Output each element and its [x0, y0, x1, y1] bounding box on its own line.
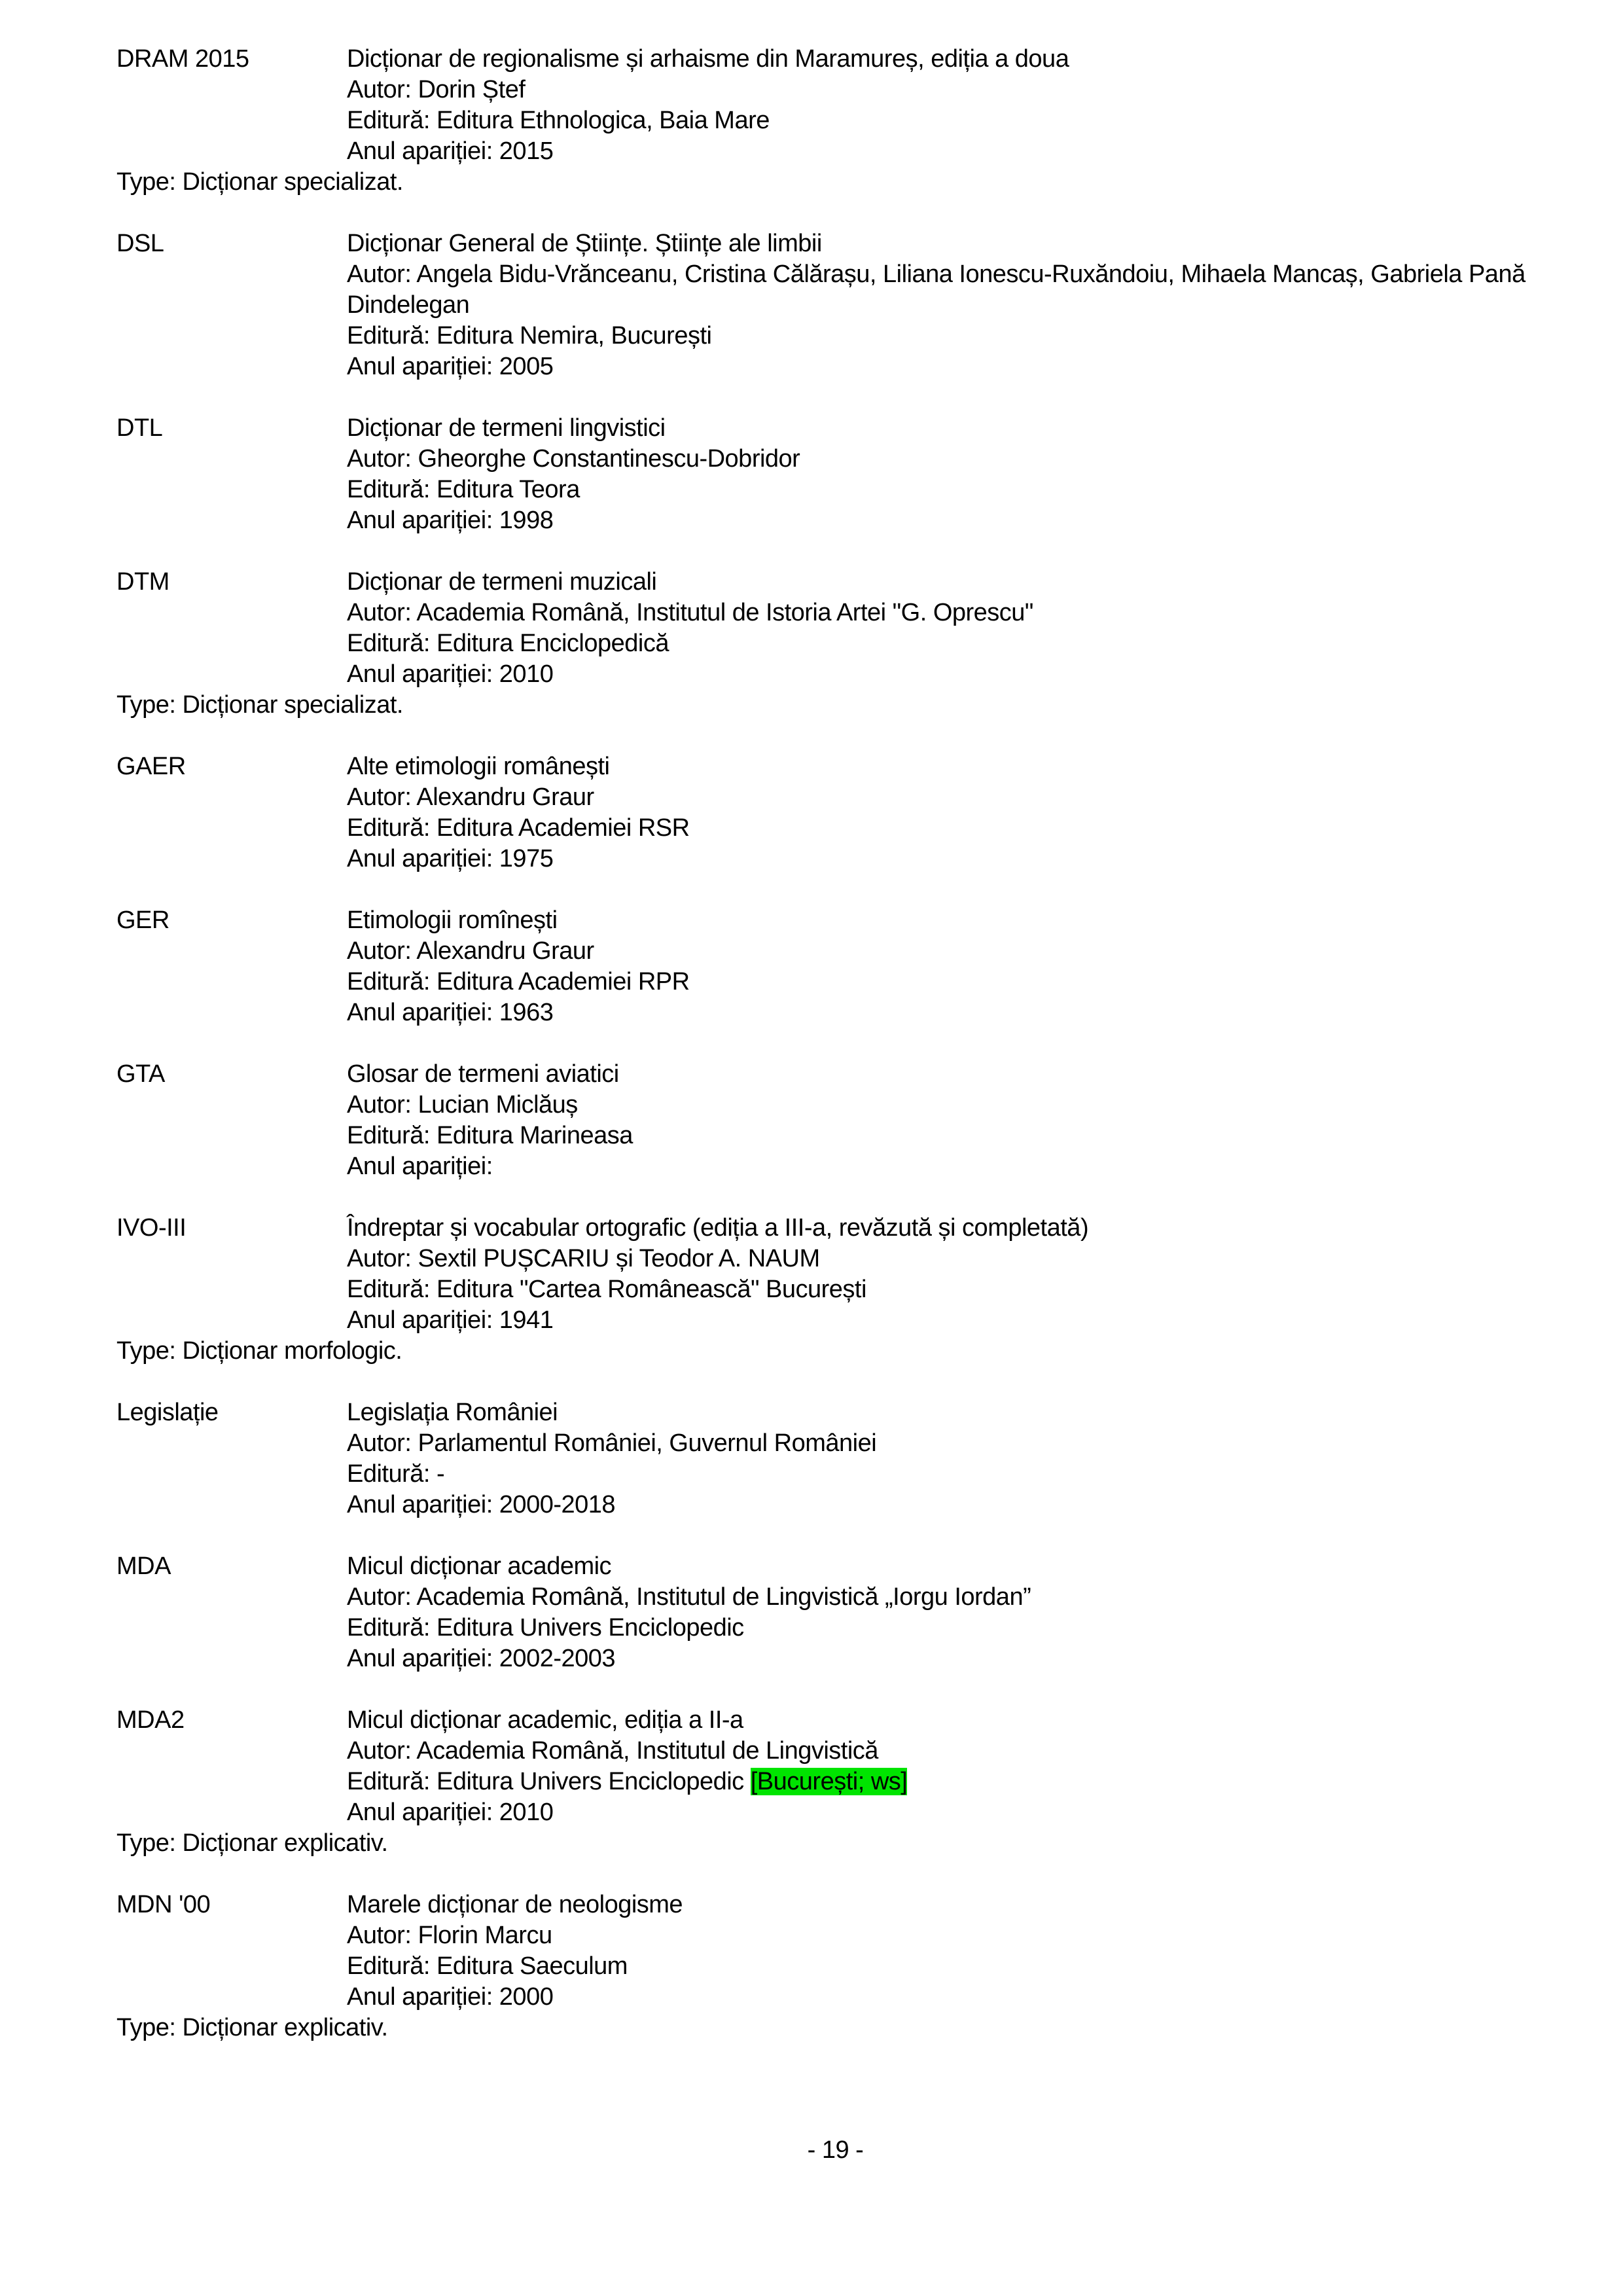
bibliography-entry — [116, 1213, 1554, 1367]
entry-type-line: Type: Dicționar explicativ. — [116, 1829, 388, 1857]
entry-abbreviation: GAER — [116, 753, 186, 780]
entry-title: Dicționar de termeni lingvistici — [347, 414, 666, 442]
entry-title: Alte etimologii românești — [347, 753, 610, 780]
entry-author-line: Autor: Alexandru Graur — [347, 937, 594, 965]
entry-type-line: Type: Dicționar morfologic. — [116, 1337, 402, 1365]
entry-details — [347, 1213, 1554, 1336]
entry-details — [347, 44, 1554, 167]
entry-details — [347, 1397, 1554, 1520]
entry-abbreviation: IVO-III — [116, 1214, 187, 1242]
entry-abbreviation: GER — [116, 906, 169, 934]
entry-abbreviation: GTA — [116, 1060, 165, 1088]
entry-year-line: Anul apariției: 2000 — [347, 1983, 554, 2011]
bibliography-entry — [116, 1059, 1554, 1182]
bibliography-entry — [116, 1397, 1554, 1520]
entry-abbreviation: DRAM 2015 — [116, 45, 249, 73]
entry-title: Dicționar de regionalisme și arhaisme din Maramureș, ediția a doua — [347, 45, 1069, 73]
entry-list — [116, 44, 1554, 2043]
entry-author-line: Autor: Gheorghe Constantinescu-Dobridor — [347, 445, 800, 473]
entry-title: Micul dicționar academic — [347, 1552, 612, 1580]
entry-publisher-line: Editură: Editura "Cartea Românească" București — [347, 1276, 866, 1303]
entry-title: Glosar de termeni aviatici — [347, 1060, 619, 1088]
entry-publisher-line: Editură: Editura Ethnologica, Baia Mare — [347, 107, 770, 134]
entry-publisher-line: Editură: Editura Nemira, București — [347, 322, 712, 350]
entry-title: Marele dicționar de neologisme — [347, 1891, 683, 1918]
entry-author-line: Autor: Sextil PUȘCARIU și Teodor A. NAUM — [347, 1245, 820, 1272]
entry-year-line: Anul apariției: 1998 — [347, 507, 554, 534]
entry-abbreviation: DSL — [116, 230, 164, 257]
entry-details — [347, 228, 1554, 382]
entry-abbreviation: Legislație — [116, 1399, 219, 1426]
entry-author-line: Autor: Academia Română, Institutul de Lingvistică „Iorgu Iordan” — [347, 1583, 1031, 1611]
publisher-highlight: [București; ws] — [750, 1768, 908, 1795]
entry-year-line: Anul apariției: — [347, 1153, 493, 1180]
entry-author-line: Autor: Florin Marcu — [347, 1922, 552, 1949]
entry-title: Etimologii romînești — [347, 906, 558, 934]
entry-publisher-line: Editură: Editura Univers Enciclopedic — [347, 1614, 744, 1641]
entry-year-line: Anul apariției: 2015 — [347, 137, 554, 165]
entry-publisher-line: Editură: Editura Teora — [347, 476, 580, 503]
entry-title: Dicționar de termeni muzicali — [347, 568, 657, 596]
entry-year-line: Anul apariției: 1963 — [347, 999, 554, 1026]
entry-title: Îndreptar și vocabular ortografic (ediția a III-a, revăzută și completată) — [347, 1214, 1089, 1242]
entry-details — [347, 1890, 1554, 2013]
entry-details — [347, 567, 1554, 690]
bibliography-entry — [116, 905, 1554, 1028]
entry-year-line: Anul apariției: 1975 — [347, 845, 554, 872]
entry-year-line: Anul apariției: 2000-2018 — [347, 1491, 616, 1518]
entry-title: Legislația României — [347, 1399, 558, 1426]
entry-type-line: Type: Dicționar explicativ. — [116, 2014, 388, 2041]
entry-author-line: Autor: Academia Română, Institutul de Istoria Artei "G. Oprescu" — [347, 599, 1033, 626]
entry-author-line: Autor: Dorin Ștef — [347, 76, 526, 103]
entry-author-line: Autor: Lucian Miclăuș — [347, 1091, 578, 1119]
entry-type-line: Type: Dicționar specializat. — [116, 168, 403, 196]
bibliography-entry — [116, 751, 1554, 874]
entry-year-line: Anul apariției: 2010 — [347, 660, 554, 688]
entry-details — [347, 751, 1554, 874]
bibliography-entry — [116, 1551, 1554, 1674]
entry-author-line: Autor: Alexandru Graur — [347, 783, 594, 811]
entry-author-line: Autor: Parlamentul României, Guvernul României — [347, 1429, 877, 1457]
bibliography-entry — [116, 413, 1554, 536]
entry-abbreviation: MDA — [116, 1552, 171, 1580]
entry-type-line: Type: Dicționar specializat. — [116, 691, 403, 719]
bibliography-entry — [116, 44, 1554, 198]
bibliography-entry — [116, 228, 1554, 382]
page-number: - 19 - — [807, 2136, 864, 2164]
entry-title: Micul dicționar academic, ediția a II-a — [347, 1706, 743, 1734]
entry-author-line: Autor: Angela Bidu-Vrănceanu, Cristina Călărașu, Liliana Ionescu-Ruxăndoiu, Mihaela Mancaș, Gabriela Pană Dindelegan — [347, 260, 1525, 319]
entry-author-line: Autor: Academia Română, Institutul de Lingvistică — [347, 1737, 878, 1765]
entry-year-line: Anul apariției: 1941 — [347, 1306, 554, 1334]
entry-abbreviation: DTM — [116, 568, 169, 596]
entry-abbreviation: MDN '00 — [116, 1891, 211, 1918]
entry-publisher-line: Editură: Editura Univers Enciclopedic [București; ws] — [347, 1768, 908, 1795]
entry-year-line: Anul apariției: 2002-2003 — [347, 1645, 616, 1672]
entry-publisher-line: Editură: Editura Marineasa — [347, 1122, 633, 1149]
bibliography-entry — [116, 1705, 1554, 1859]
entry-abbreviation: DTL — [116, 414, 163, 442]
entry-details — [347, 1059, 1554, 1182]
entry-publisher-line: Editură: Editura Academiei RPR — [347, 968, 690, 996]
entry-publisher-line: Editură: - — [347, 1460, 445, 1488]
entry-publisher-line: Editură: Editura Saeculum — [347, 1952, 628, 1980]
entry-year-line: Anul apariției: 2010 — [347, 1799, 554, 1826]
bibliography-entry — [116, 567, 1554, 721]
entry-publisher-line: Editură: Editura Academiei RSR — [347, 814, 690, 842]
entry-details — [347, 905, 1554, 1028]
entry-year-line: Anul apariției: 2005 — [347, 353, 554, 380]
entry-details — [347, 1705, 1554, 1828]
entry-details — [347, 413, 1554, 536]
entry-details — [347, 1551, 1554, 1674]
entry-publisher-line: Editură: Editura Enciclopedică — [347, 630, 669, 657]
bibliography-entry — [116, 1890, 1554, 2043]
entry-abbreviation: MDA2 — [116, 1706, 185, 1734]
entry-title: Dicționar General de Științe. Științe ale limbii — [347, 230, 822, 257]
